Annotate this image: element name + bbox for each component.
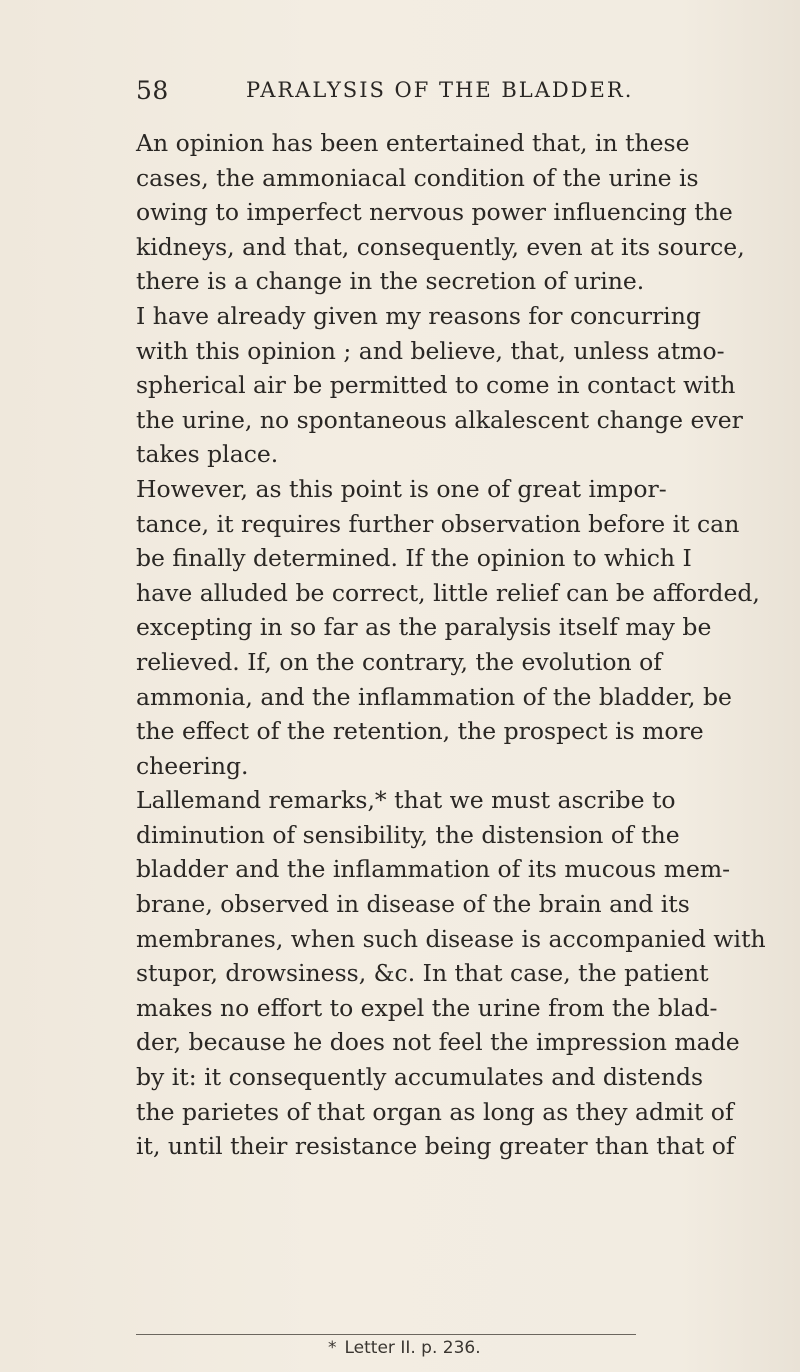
text-line: membranes, when such disease is accompanied with: [136, 924, 766, 953]
text-line: the parietes of that organ as long as they admit of: [136, 1097, 734, 1126]
text-line: have alluded be correct, little relief can be afforded,: [136, 578, 760, 607]
text-line: stupor, drowsiness, &c. In that case, the patient: [136, 959, 709, 988]
text-line: makes no effort to expel the urine from the blad-: [136, 993, 718, 1022]
text-line: tance, it requires further observation before it can: [136, 509, 740, 538]
footnote-rule: [136, 1334, 636, 1335]
text-line: with this opinion ; and believe, that, unless atmo-: [136, 336, 725, 365]
text-line: cheering.: [136, 751, 249, 780]
page-number: 58: [136, 76, 169, 105]
footnote-text: Letter II. p. 236.: [344, 1338, 481, 1358]
text-line: However, as this point is one of great impor-: [136, 474, 667, 503]
text-line: relieved. If, on the contrary, the evolution of: [136, 647, 662, 676]
text-line: Lallemand remarks,* that we must ascribe to: [136, 786, 676, 815]
text-line: der, because he does not feel the impression made: [136, 1028, 740, 1057]
text-line: it, until their resistance being greater than that of: [136, 1132, 735, 1161]
text-line: there is a change in the secretion of urine.: [136, 267, 645, 296]
text-line: takes place.: [136, 440, 279, 469]
running-head: [136, 76, 636, 116]
text-line: owing to imperfect nervous power influencing the: [136, 198, 733, 227]
footnote-mark: *: [328, 1338, 337, 1358]
text-line: ammonia, and the inflammation of the bladder, be: [136, 682, 732, 711]
text-line: the effect of the retention, the prospect is more: [136, 717, 704, 746]
footnote: [328, 1338, 481, 1358]
text-line: bladder and the inflammation of its mucous mem-: [136, 855, 731, 884]
text-line: I have already given my reasons for concurring: [136, 301, 701, 330]
text-line: excepting in so far as the paralysis itself may be: [136, 613, 712, 642]
text-line: by it: it consequently accumulates and distends: [136, 1063, 704, 1092]
text-line: spherical air be permitted to come in contact with: [136, 371, 736, 400]
text-line: be finally determined. If the opinion to which I: [136, 544, 692, 573]
text-line: the urine, no spontaneous alkalescent change ever: [136, 405, 743, 434]
text-line: kidneys, and that, consequently, even at its source,: [136, 232, 745, 261]
running-title: PARALYSIS OF THE BLADDER.: [246, 78, 634, 102]
body-text: [136, 126, 766, 1164]
text-line: diminution of sensibility, the distension of the: [136, 820, 680, 849]
text-line: An opinion has been entertained that, in these: [136, 129, 690, 157]
text-line: brane, observed in disease of the brain and its: [136, 890, 690, 919]
text-line: cases, the ammoniacal condition of the urine is: [136, 163, 699, 192]
